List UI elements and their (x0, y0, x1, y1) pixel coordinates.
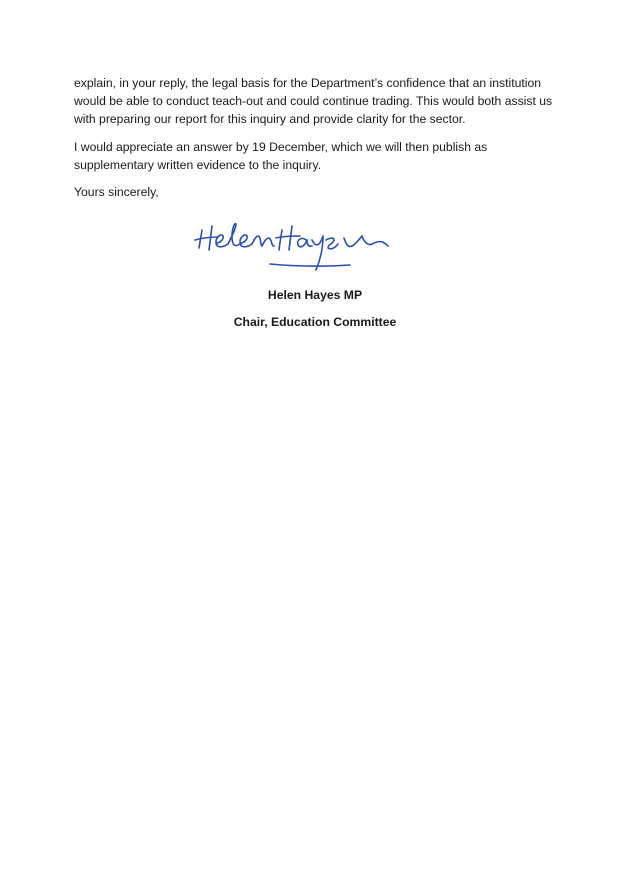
closing-salutation: Yours sincerely, (74, 185, 159, 199)
body-paragraph-deadline: I would appreciate an answer by 19 December, which we will then publish as supplementary written evidence to the inquiry. (74, 140, 488, 172)
signatory-role: Chair, Education Committee (233, 315, 397, 329)
body-paragraph-request: explain, in your reply, the legal basis for the Department’s confidence that an institution would be able to conduct teach-out and could continue trading. This would both assist us with preparing our report for this inquiry and provide clarity for the sector. (74, 76, 553, 126)
signatory-name: Helen Hayes MP (267, 288, 363, 302)
handwritten-signature (192, 214, 412, 276)
